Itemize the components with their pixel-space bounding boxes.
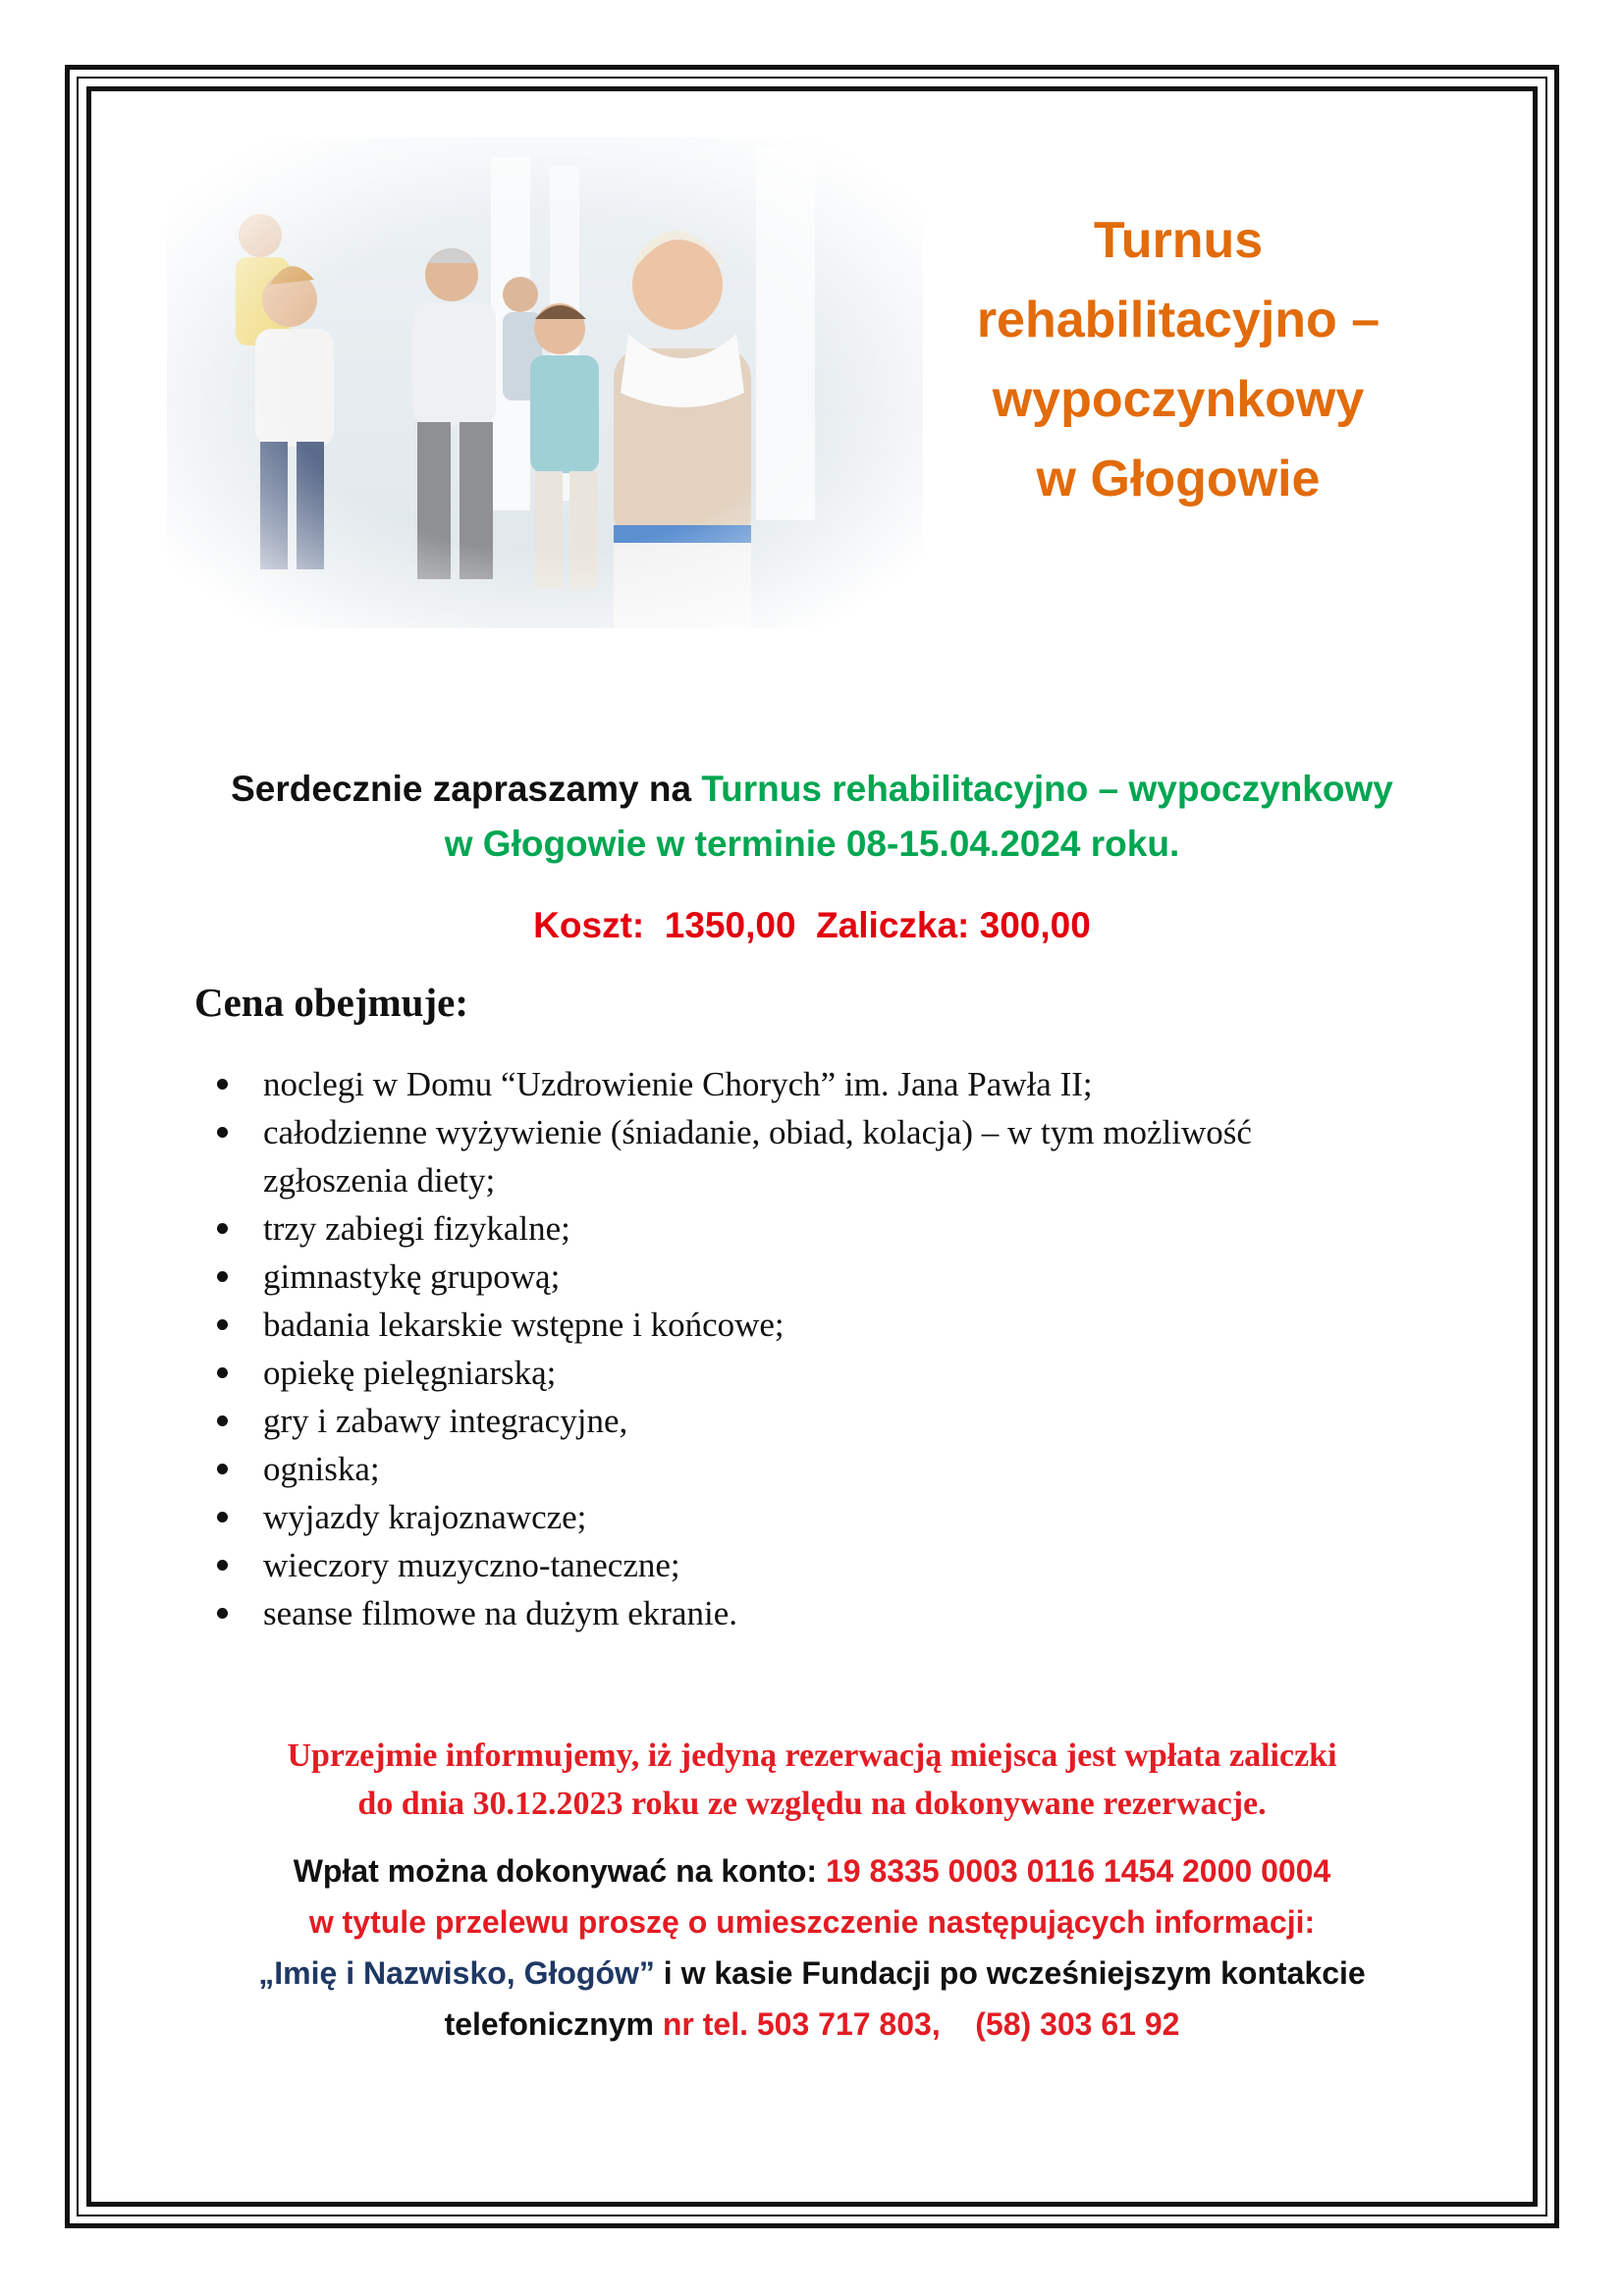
- list-item: badania lekarskie wstępne i końcowe;: [214, 1301, 1422, 1349]
- bullet-icon: [217, 1608, 228, 1619]
- cost-info: [128, 898, 1496, 953]
- phone-numbers: nr tel. 503 717 803, (58) 303 61 92: [662, 2006, 1180, 2042]
- bullet-icon: [217, 1319, 228, 1330]
- bullet-icon: [217, 1560, 228, 1571]
- intro-dates: w Głogowie w terminie 08-15.04.2024 roku.: [444, 824, 1180, 864]
- bank-account-number: 19 8335 0003 0116 1454 2000 0004: [825, 1853, 1331, 1889]
- payment-info: [128, 1845, 1496, 2050]
- bullet-icon: [217, 1127, 228, 1138]
- bullet-icon: [217, 1415, 228, 1426]
- bullet-icon: [217, 1367, 228, 1378]
- intro-turnus-name: Turnus rehabilitacyjno – wypoczynkowy: [701, 769, 1393, 809]
- page-title: [943, 201, 1414, 519]
- payment-label: Wpłat można dokonywać na konto:: [293, 1853, 826, 1889]
- bullet-icon: [217, 1464, 228, 1474]
- reservation-notice: [128, 1732, 1496, 1828]
- notice-line: Uprzejmie informujemy, iż jedyną rezerwacją miejsca jest wpłata zaliczki: [287, 1737, 1337, 1774]
- bullet-icon: [217, 1512, 228, 1522]
- list-item: gry i zabawy integracyjne,: [214, 1397, 1422, 1445]
- notice-line: do dnia 30.12.2023 roku ze względu na dokonywane rezerwacje.: [357, 1786, 1267, 1822]
- title-line: rehabilitacyjno –: [976, 292, 1380, 348]
- bullet-icon: [217, 1271, 228, 1282]
- list-item: opiekę pielęgniarską;: [214, 1349, 1422, 1397]
- list-item: całodzienne wyżywienie (śniadanie, obiad, kolacja) – w tym możliwość zgłoszenia diety;: [214, 1108, 1422, 1204]
- intro-lead: Serdecznie zapraszamy na: [231, 769, 702, 809]
- list-item: seanse filmowe na dużym ekranie.: [214, 1589, 1422, 1637]
- price-includes-heading: Cena obejmuje:: [194, 980, 468, 1025]
- cost-text: Koszt: 1350,00 Zaliczka: 300,00: [533, 905, 1091, 945]
- list-item: noclegi w Domu “Uzdrowienie Chorych” im. Jana Pawła II;: [214, 1060, 1422, 1108]
- bullet-icon: [217, 1079, 228, 1090]
- list-item: ogniska;: [214, 1445, 1422, 1493]
- list-item: wieczory muzyczno-taneczne;: [214, 1541, 1422, 1589]
- cashier-info: i w kasie Fundacji po wcześniejszym kontakcie: [654, 1955, 1366, 1991]
- title-line: Turnus: [1093, 212, 1264, 269]
- transfer-title-instruction: w tytule przelewu proszę o umieszczenie następujących informacji:: [308, 1904, 1316, 1940]
- price-includes-list: [214, 1060, 1422, 1637]
- intro-text: [128, 762, 1496, 872]
- list-item: wyjazdy krajoznawcze;: [214, 1493, 1422, 1541]
- title-line: wypoczynkowy: [992, 371, 1365, 428]
- title-line: w Głogowie: [1036, 451, 1321, 507]
- bullet-icon: [217, 1223, 228, 1234]
- phone-label: telefonicznym: [444, 2006, 663, 2042]
- seniors-walking-photo: [167, 137, 923, 628]
- transfer-title-example: „Imię i Nazwisko, Głogów”: [258, 1955, 655, 1991]
- list-item: trzy zabiegi fizykalne;: [214, 1204, 1422, 1253]
- list-item: gimnastykę grupową;: [214, 1253, 1422, 1301]
